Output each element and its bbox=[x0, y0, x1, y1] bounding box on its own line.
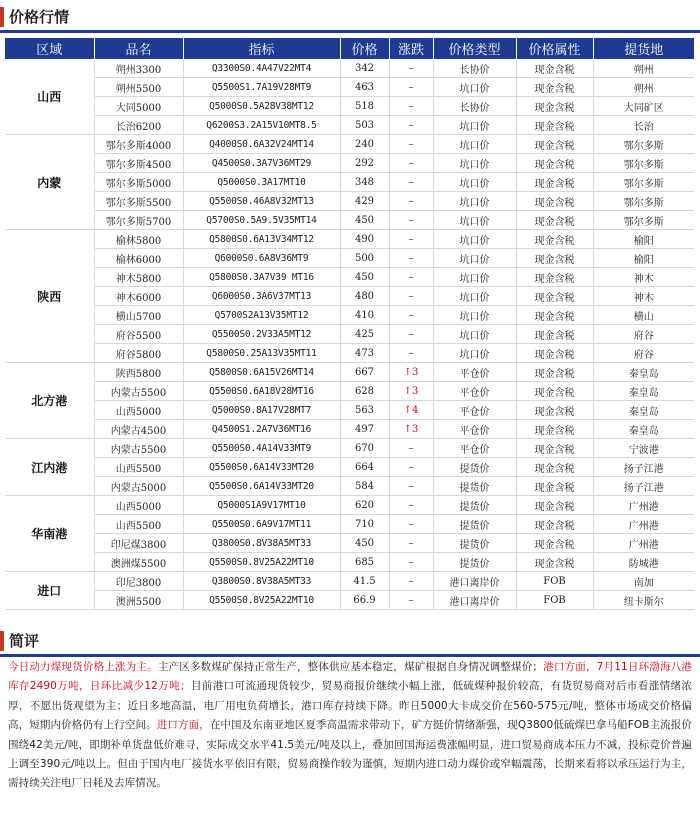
price-attr-cell: 现金含税 bbox=[516, 496, 593, 515]
table-row bbox=[5, 173, 694, 192]
change-cell: ↑4 bbox=[389, 401, 433, 420]
product-name: 横山5700 bbox=[94, 306, 183, 325]
product-name: 内蒙古4500 bbox=[94, 420, 183, 439]
table-row bbox=[5, 477, 694, 496]
column-header: 指标 bbox=[183, 38, 340, 59]
price-type-cell: 坑口价 bbox=[433, 325, 516, 344]
change-cell: – bbox=[389, 97, 433, 116]
price-cell: 41.5 bbox=[340, 572, 389, 591]
price-attr-cell: 现金含税 bbox=[516, 287, 593, 306]
price-attr-cell: 现金含税 bbox=[516, 59, 593, 78]
column-header: 价格 bbox=[340, 38, 389, 59]
change-cell: – bbox=[389, 211, 433, 230]
product-name: 澳洲5500 bbox=[94, 591, 183, 610]
spec-cell: Q5800S0.3A7V39 MT16 bbox=[183, 268, 340, 287]
region-cell: 进口 bbox=[5, 572, 94, 610]
price-type-cell: 港口离岸价 bbox=[433, 572, 516, 591]
spec-cell: Q5000S0.3A17MT10 bbox=[183, 173, 340, 192]
price-type-cell: 坑口价 bbox=[433, 249, 516, 268]
price-attr-cell: 现金含税 bbox=[516, 249, 593, 268]
price-cell: 425 bbox=[340, 325, 389, 344]
spec-cell: Q5500S0.8V25A22MT10 bbox=[183, 591, 340, 610]
product-name: 榆林5800 bbox=[94, 230, 183, 249]
spec-cell: Q3300S0.4A47V22MT4 bbox=[183, 59, 340, 78]
delivery-place-cell: 横山 bbox=[593, 306, 694, 325]
change-cell: ↑3 bbox=[389, 382, 433, 401]
price-attr-cell: 现金含税 bbox=[516, 477, 593, 496]
price-attr-cell: 现金含税 bbox=[516, 306, 593, 325]
price-cell: 620 bbox=[340, 496, 389, 515]
price-table bbox=[5, 38, 694, 610]
change-cell: – bbox=[389, 192, 433, 211]
delivery-place-cell: 神木 bbox=[593, 268, 694, 287]
price-attr-cell: 现金含税 bbox=[516, 401, 593, 420]
price-cell: 348 bbox=[340, 173, 389, 192]
column-header: 提货地 bbox=[593, 38, 694, 59]
price-attr-cell: 现金含税 bbox=[516, 268, 593, 287]
table-row bbox=[5, 363, 694, 382]
price-type-cell: 平仓价 bbox=[433, 420, 516, 439]
review-highlight-text: 进口方面， bbox=[156, 719, 210, 732]
price-attr-cell: 现金含税 bbox=[516, 173, 593, 192]
product-name: 榆林6000 bbox=[94, 249, 183, 268]
price-attr-cell: 现金含税 bbox=[516, 553, 593, 572]
product-name: 山西5000 bbox=[94, 401, 183, 420]
product-name: 澳洲煤5500 bbox=[94, 553, 183, 572]
region-cell: 华南港 bbox=[5, 496, 94, 572]
price-cell: 518 bbox=[340, 97, 389, 116]
price-attr-cell: 现金含税 bbox=[516, 192, 593, 211]
price-type-cell: 提货价 bbox=[433, 477, 516, 496]
spec-cell: Q5500S0.2V33A5MT12 bbox=[183, 325, 340, 344]
review-highlight-text: 今日动力煤现货价格上涨为主。 bbox=[8, 661, 158, 673]
price-section-title: 价格行情 bbox=[9, 8, 70, 26]
product-name: 鄂尔多斯4000 bbox=[94, 135, 183, 154]
price-type-cell: 提货价 bbox=[433, 534, 516, 553]
change-cell: – bbox=[389, 154, 433, 173]
region-cell: 陕西 bbox=[5, 230, 94, 363]
review-body-text: 目前港口可流通现货较少，贸易商报价继续小幅上涨，低硫煤种报价较高，有货贸易商对后市看涨情绪浓厚，不愿出货观望为主；近日多地高温，电厂用电负荷增长，港口库存持续下降。昨日5000大卡成交价在560-575元/吨，整体市场成交价格偏高，短期内价格仍有上行空间。 bbox=[8, 680, 692, 732]
product-name: 鄂尔多斯5700 bbox=[94, 211, 183, 230]
table-row bbox=[5, 344, 694, 363]
delivery-place-cell: 朔州 bbox=[593, 59, 694, 78]
price-type-cell: 平仓价 bbox=[433, 401, 516, 420]
price-cell: 429 bbox=[340, 192, 389, 211]
delivery-place-cell: 纽卡斯尔 bbox=[593, 591, 694, 610]
change-cell: – bbox=[389, 344, 433, 363]
table-row bbox=[5, 553, 694, 572]
column-header: 涨跌 bbox=[389, 38, 433, 59]
delivery-place-cell: 府谷 bbox=[593, 344, 694, 363]
spec-cell: Q5500S1.7A19V28MT9 bbox=[183, 78, 340, 97]
delivery-place-cell: 防城港 bbox=[593, 553, 694, 572]
delivery-place-cell: 鄂尔多斯 bbox=[593, 211, 694, 230]
spec-cell: Q5500S0.46A8V32MT13 bbox=[183, 192, 340, 211]
delivery-place-cell: 秦皇岛 bbox=[593, 420, 694, 439]
spec-cell: Q5700S0.5A9.5V35MT14 bbox=[183, 211, 340, 230]
delivery-place-cell: 榆阳 bbox=[593, 249, 694, 268]
price-attr-cell: 现金含税 bbox=[516, 515, 593, 534]
region-cell: 北方港 bbox=[5, 363, 94, 439]
section-marker bbox=[0, 631, 4, 651]
price-attr-cell: 现金含税 bbox=[516, 363, 593, 382]
price-type-cell: 港口离岸价 bbox=[433, 591, 516, 610]
product-name: 神木5800 bbox=[94, 268, 183, 287]
spec-cell: Q5800S0.6A13V34MT12 bbox=[183, 230, 340, 249]
price-attr-cell: 现金含税 bbox=[516, 439, 593, 458]
spec-cell: Q5000S0.5A28V38MT12 bbox=[183, 97, 340, 116]
change-cell: – bbox=[389, 325, 433, 344]
column-header: 品名 bbox=[94, 38, 183, 59]
table-row bbox=[5, 78, 694, 97]
price-cell: 563 bbox=[340, 401, 389, 420]
price-attr-cell: 现金含税 bbox=[516, 325, 593, 344]
delivery-place-cell: 广州港 bbox=[593, 515, 694, 534]
spec-cell: Q3800S0.8V38A5MT33 bbox=[183, 534, 340, 553]
table-row bbox=[5, 591, 694, 610]
spec-cell: Q5000S1A9V17MT10 bbox=[183, 496, 340, 515]
spec-cell: Q6000S0.6A8V36MT9 bbox=[183, 249, 340, 268]
change-cell: ↑3 bbox=[389, 363, 433, 382]
price-type-cell: 坑口价 bbox=[433, 173, 516, 192]
delivery-place-cell: 神木 bbox=[593, 287, 694, 306]
product-name: 鄂尔多斯4500 bbox=[94, 154, 183, 173]
price-attr-cell: 现金含税 bbox=[516, 534, 593, 553]
change-cell: – bbox=[389, 591, 433, 610]
delivery-place-cell: 扬子江港 bbox=[593, 458, 694, 477]
change-cell: – bbox=[389, 458, 433, 477]
price-attr-cell: 现金含税 bbox=[516, 97, 593, 116]
price-type-cell: 提货价 bbox=[433, 553, 516, 572]
price-table-body bbox=[5, 59, 694, 610]
column-header: 价格类型 bbox=[433, 38, 516, 59]
table-row bbox=[5, 439, 694, 458]
price-cell: 480 bbox=[340, 287, 389, 306]
product-name: 山西5500 bbox=[94, 515, 183, 534]
column-header: 价格属性 bbox=[516, 38, 593, 59]
change-cell: – bbox=[389, 116, 433, 135]
review-body-text: 主产区多数煤矿保持正常生产，整体供应基本稳定，煤矿根据自身情况调整煤价； bbox=[157, 661, 544, 673]
change-cell: – bbox=[389, 249, 433, 268]
delivery-place-cell: 扬子江港 bbox=[593, 477, 694, 496]
price-attr-cell: 现金含税 bbox=[516, 344, 593, 363]
price-attr-cell: 现金含税 bbox=[516, 230, 593, 249]
price-attr-cell: 现金含税 bbox=[516, 78, 593, 97]
spec-cell: Q5800S0.6A15V26MT14 bbox=[183, 363, 340, 382]
change-cell: ↑3 bbox=[389, 420, 433, 439]
price-cell: 628 bbox=[340, 382, 389, 401]
table-row bbox=[5, 420, 694, 439]
product-name: 内蒙古5000 bbox=[94, 477, 183, 496]
table-row bbox=[5, 534, 694, 553]
price-type-cell: 坑口价 bbox=[433, 268, 516, 287]
price-attr-cell: 现金含税 bbox=[516, 135, 593, 154]
product-name: 山西5000 bbox=[94, 496, 183, 515]
table-row bbox=[5, 306, 694, 325]
price-cell: 450 bbox=[340, 534, 389, 553]
delivery-place-cell: 长治 bbox=[593, 116, 694, 135]
price-attr-cell: FOB bbox=[516, 572, 593, 591]
product-name: 陕西5800 bbox=[94, 363, 183, 382]
delivery-place-cell: 大同矿区 bbox=[593, 97, 694, 116]
price-attr-cell: 现金含税 bbox=[516, 211, 593, 230]
price-cell: 710 bbox=[340, 515, 389, 534]
product-name: 鄂尔多斯5500 bbox=[94, 192, 183, 211]
spec-cell: Q5000S0.8A17V28MT7 bbox=[183, 401, 340, 420]
spec-cell: Q5700S2A13V35MT12 bbox=[183, 306, 340, 325]
price-type-cell: 长协价 bbox=[433, 59, 516, 78]
change-cell: – bbox=[389, 496, 433, 515]
price-attr-cell: 现金含税 bbox=[516, 116, 593, 135]
section-marker bbox=[0, 7, 4, 27]
price-cell: 342 bbox=[340, 59, 389, 78]
price-type-cell: 提货价 bbox=[433, 496, 516, 515]
change-cell: – bbox=[389, 230, 433, 249]
review-text bbox=[8, 658, 692, 794]
table-row bbox=[5, 97, 694, 116]
price-cell: 240 bbox=[340, 135, 389, 154]
delivery-place-cell: 广州港 bbox=[593, 534, 694, 553]
table-row bbox=[5, 192, 694, 211]
delivery-place-cell: 宁波港 bbox=[593, 439, 694, 458]
price-cell: 685 bbox=[340, 553, 389, 572]
change-cell: – bbox=[389, 59, 433, 78]
spec-cell: Q3800S0.8V38A5MT33 bbox=[183, 572, 340, 591]
price-cell: 410 bbox=[340, 306, 389, 325]
price-type-cell: 坑口价 bbox=[433, 230, 516, 249]
price-cell: 66.9 bbox=[340, 591, 389, 610]
product-name: 朔州3300 bbox=[94, 59, 183, 78]
table-row bbox=[5, 249, 694, 268]
price-type-cell: 平仓价 bbox=[433, 439, 516, 458]
section-divider bbox=[0, 30, 700, 33]
change-cell: – bbox=[389, 135, 433, 154]
table-row bbox=[5, 116, 694, 135]
spec-cell: Q5500S0.8V25A22MT10 bbox=[183, 553, 340, 572]
price-type-cell: 坑口价 bbox=[433, 78, 516, 97]
product-name: 印尼3800 bbox=[94, 572, 183, 591]
price-type-cell: 坑口价 bbox=[433, 192, 516, 211]
table-row bbox=[5, 211, 694, 230]
change-cell: – bbox=[389, 173, 433, 192]
region-cell: 江内港 bbox=[5, 439, 94, 496]
spec-cell: Q6200S3.2A15V10MT8.5 bbox=[183, 116, 340, 135]
delivery-place-cell: 鄂尔多斯 bbox=[593, 135, 694, 154]
spec-cell: Q5500S0.6A18V28MT16 bbox=[183, 382, 340, 401]
section-divider bbox=[0, 654, 700, 657]
price-attr-cell: 现金含税 bbox=[516, 154, 593, 173]
price-type-cell: 提货价 bbox=[433, 515, 516, 534]
table-row bbox=[5, 382, 694, 401]
change-cell: – bbox=[389, 306, 433, 325]
price-attr-cell: FOB bbox=[516, 591, 593, 610]
table-row bbox=[5, 59, 694, 78]
delivery-place-cell: 南加 bbox=[593, 572, 694, 591]
spec-cell: Q5500S0.4A14V33MT9 bbox=[183, 439, 340, 458]
price-cell: 667 bbox=[340, 363, 389, 382]
delivery-place-cell: 秦皇岛 bbox=[593, 382, 694, 401]
spec-cell: Q4000S0.6A32V24MT14 bbox=[183, 135, 340, 154]
product-name: 长治6200 bbox=[94, 116, 183, 135]
price-attr-cell: 现金含税 bbox=[516, 420, 593, 439]
price-type-cell: 平仓价 bbox=[433, 363, 516, 382]
delivery-place-cell: 鄂尔多斯 bbox=[593, 173, 694, 192]
table-header-row bbox=[5, 38, 694, 59]
price-type-cell: 坑口价 bbox=[433, 287, 516, 306]
delivery-place-cell: 府谷 bbox=[593, 325, 694, 344]
spec-cell: Q4500S0.3A7V36MT29 bbox=[183, 154, 340, 173]
change-cell: – bbox=[389, 534, 433, 553]
region-cell: 内蒙 bbox=[5, 135, 94, 230]
column-header: 区域 bbox=[5, 38, 94, 59]
delivery-place-cell: 朔州 bbox=[593, 78, 694, 97]
delivery-place-cell: 鄂尔多斯 bbox=[593, 154, 694, 173]
price-cell: 670 bbox=[340, 439, 389, 458]
product-name: 内蒙古5500 bbox=[94, 382, 183, 401]
spec-cell: Q6000S0.3A6V37MT13 bbox=[183, 287, 340, 306]
region-cell: 山西 bbox=[5, 59, 94, 135]
price-cell: 584 bbox=[340, 477, 389, 496]
delivery-place-cell: 广州港 bbox=[593, 496, 694, 515]
change-cell: – bbox=[389, 268, 433, 287]
price-cell: 450 bbox=[340, 268, 389, 287]
table-row bbox=[5, 401, 694, 420]
price-cell: 463 bbox=[340, 78, 389, 97]
price-cell: 450 bbox=[340, 211, 389, 230]
review-highlight-text: 港口方面，7月11日环渤海八港库存2490万吨，日环比减少12万吨； bbox=[8, 661, 693, 693]
table-row bbox=[5, 135, 694, 154]
price-type-cell: 平仓价 bbox=[433, 382, 516, 401]
delivery-place-cell: 鄂尔多斯 bbox=[593, 192, 694, 211]
price-cell: 664 bbox=[340, 458, 389, 477]
table-row bbox=[5, 230, 694, 249]
change-cell: – bbox=[389, 553, 433, 572]
change-cell: – bbox=[389, 287, 433, 306]
price-type-cell: 坑口价 bbox=[433, 135, 516, 154]
spec-cell: Q5800S0.25A13V35MT11 bbox=[183, 344, 340, 363]
change-cell: – bbox=[389, 515, 433, 534]
product-name: 朔州5500 bbox=[94, 78, 183, 97]
product-name: 大同5000 bbox=[94, 97, 183, 116]
review-body-text: 在中国及东南亚地区夏季高温需求带动下，矿方挺价情绪渐强，现Q3800低硫煤巴拿马船FOB主流报价围绕42美元/吨，即期补单货盘低价难寻，实际成交水平41.5美元/吨及以上，叠加回国海运费涨幅明显，进口贸易商成本压力不减，投标竞价普遍上调至390元/吨以上。但由于国内电厂接货水平依旧有限，贸易商操作较为谨慎，短期内进口动力煤价或窄幅震荡，长期来看将以承压运行为主，需持续关注电厂日耗及去库情况。 bbox=[8, 719, 692, 790]
delivery-place-cell: 榆阳 bbox=[593, 230, 694, 249]
price-type-cell: 坑口价 bbox=[433, 116, 516, 135]
product-name: 山西5500 bbox=[94, 458, 183, 477]
table-row bbox=[5, 515, 694, 534]
price-type-cell: 长协价 bbox=[433, 97, 516, 116]
change-cell: – bbox=[389, 78, 433, 97]
spec-cell: Q5500S0.6A14V33MT20 bbox=[183, 458, 340, 477]
price-cell: 503 bbox=[340, 116, 389, 135]
table-row bbox=[5, 325, 694, 344]
table-row bbox=[5, 154, 694, 173]
change-cell: – bbox=[389, 439, 433, 458]
price-cell: 497 bbox=[340, 420, 389, 439]
table-row bbox=[5, 572, 694, 591]
price-attr-cell: 现金含税 bbox=[516, 458, 593, 477]
price-type-cell: 提货价 bbox=[433, 458, 516, 477]
price-type-cell: 坑口价 bbox=[433, 344, 516, 363]
price-type-cell: 坑口价 bbox=[433, 211, 516, 230]
spec-cell: Q5500S0.6A14V33MT20 bbox=[183, 477, 340, 496]
spec-cell: Q5500S0.6A9V17MT11 bbox=[183, 515, 340, 534]
product-name: 府谷5800 bbox=[94, 344, 183, 363]
spec-cell: Q4500S1.2A7V36MT16 bbox=[183, 420, 340, 439]
product-name: 鄂尔多斯5000 bbox=[94, 173, 183, 192]
product-name: 府谷5500 bbox=[94, 325, 183, 344]
table-row bbox=[5, 458, 694, 477]
product-name: 印尼煤3800 bbox=[94, 534, 183, 553]
price-type-cell: 坑口价 bbox=[433, 154, 516, 173]
product-name: 神木6000 bbox=[94, 287, 183, 306]
review-section-title: 简评 bbox=[9, 632, 40, 650]
delivery-place-cell: 秦皇岛 bbox=[593, 401, 694, 420]
price-cell: 500 bbox=[340, 249, 389, 268]
price-cell: 473 bbox=[340, 344, 389, 363]
price-cell: 490 bbox=[340, 230, 389, 249]
product-name: 内蒙古5500 bbox=[94, 439, 183, 458]
table-row bbox=[5, 268, 694, 287]
change-cell: – bbox=[389, 572, 433, 591]
price-type-cell: 坑口价 bbox=[433, 306, 516, 325]
table-row bbox=[5, 287, 694, 306]
price-cell: 292 bbox=[340, 154, 389, 173]
change-cell: – bbox=[389, 477, 433, 496]
table-row bbox=[5, 496, 694, 515]
delivery-place-cell: 秦皇岛 bbox=[593, 363, 694, 382]
price-attr-cell: 现金含税 bbox=[516, 382, 593, 401]
